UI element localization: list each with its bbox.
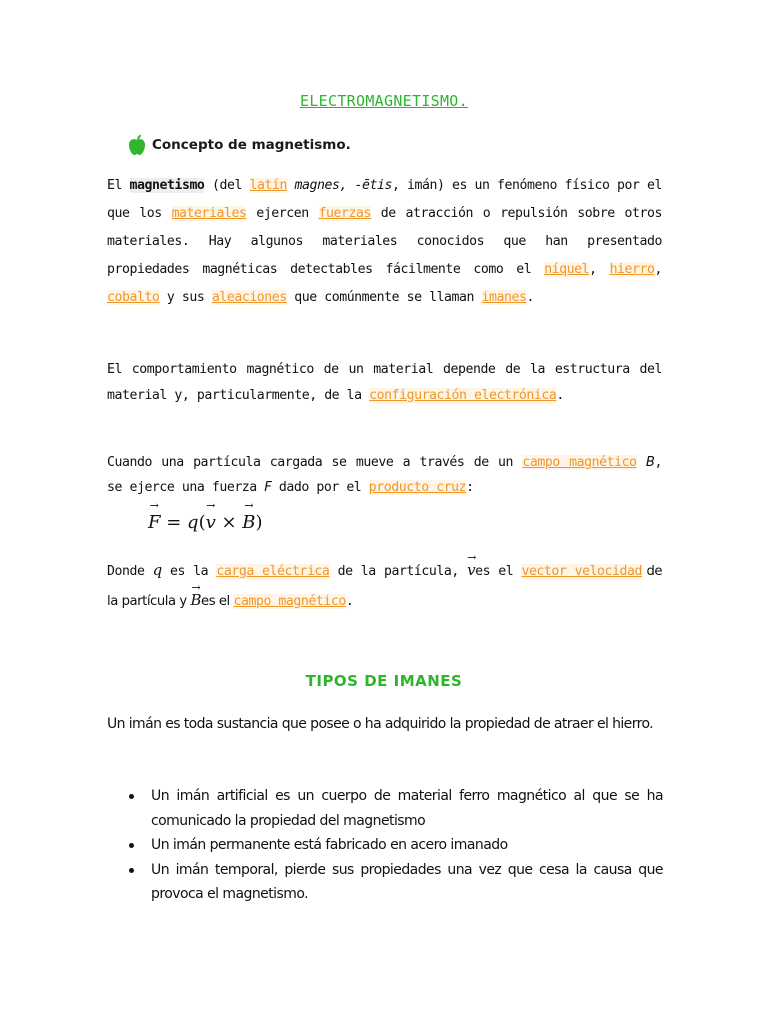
paragraph-comportamiento: El comportamiento magnético de un material depende de la estructura del material y, particularmente, de la configuración electrónica.: [107, 362, 662, 403]
link-cobalto[interactable]: cobalto: [107, 290, 160, 305]
link-vector-velocidad[interactable]: vector velocidad: [521, 564, 642, 579]
bullet-icon: [129, 794, 134, 799]
link-aleaciones[interactable]: aleaciones: [211, 290, 287, 305]
paragraph-iman: Un imán es toda sustancia que posee o ha adquirido la propiedad de atraer el hierro.: [107, 716, 654, 732]
list-item: Un imán artificial es un cuerpo de material ferro magnético al que se ha comunicado la propiedad del magnetismo: [127, 784, 663, 833]
link-fuerzas[interactable]: fuerzas: [318, 206, 371, 221]
link-campo-magnetico-2[interactable]: campo magnético: [233, 594, 346, 609]
list-item: Un imán temporal, pierde sus propiedades una vez que cesa la causa que provoca el magnetismo.: [127, 858, 663, 907]
apple-icon: [128, 134, 146, 156]
concept-heading: [128, 133, 351, 157]
link-carga-electrica[interactable]: carga eléctrica: [216, 564, 330, 579]
link-producto-cruz[interactable]: producto cruz: [368, 480, 467, 495]
bullet-icon: [129, 843, 134, 848]
paragraph-magnetismo: El magnetismo (del latín magnes, -ētis, imán) es un fenómeno físico por el que los materiales ejercen fuerzas de atracción o repulsión sobre otros materiales. Hay algunos materiales conocidos que han presentado propiedades magnéticas detectables fácilmente como el níquel, hierro, cobalto y sus aleaciones que comúnmente se llaman imanes.: [107, 178, 663, 305]
link-configuracion-electronica[interactable]: configuración electrónica: [369, 387, 557, 403]
concept-label: Concepto de magnetismo.: [152, 137, 351, 153]
term-magnetismo: magnetismo: [129, 178, 205, 193]
section-title: TIPOS DE IMANES: [305, 672, 463, 690]
lorentz-formula: → F = q(→ v × → B): [148, 512, 263, 533]
link-materiales[interactable]: materiales: [171, 206, 247, 221]
link-hierro[interactable]: hierro: [609, 262, 655, 277]
link-campo-magnetico[interactable]: campo magnético: [522, 455, 637, 470]
link-latin[interactable]: latín: [249, 178, 287, 193]
link-imanes[interactable]: imanes: [481, 290, 527, 305]
bullet-list: [127, 784, 663, 907]
list-item: Un imán permanente está fabricado en acero imanado: [127, 833, 663, 858]
paragraph-particula: Cuando una partícula cargada se mueve a través de un campo magnético B, se ejerce una fuerza F dado por el producto cruz:: [107, 455, 662, 495]
page-title: ELECTROMAGNETISMO.: [300, 92, 468, 110]
link-niquel[interactable]: níquel: [544, 262, 590, 277]
bullet-icon: [129, 868, 134, 873]
paragraph-donde: Donde q es la carga eléctrica de la partícula, → ves el vector velocidad de la partícula y → Bes el campo magnético.: [107, 556, 662, 616]
